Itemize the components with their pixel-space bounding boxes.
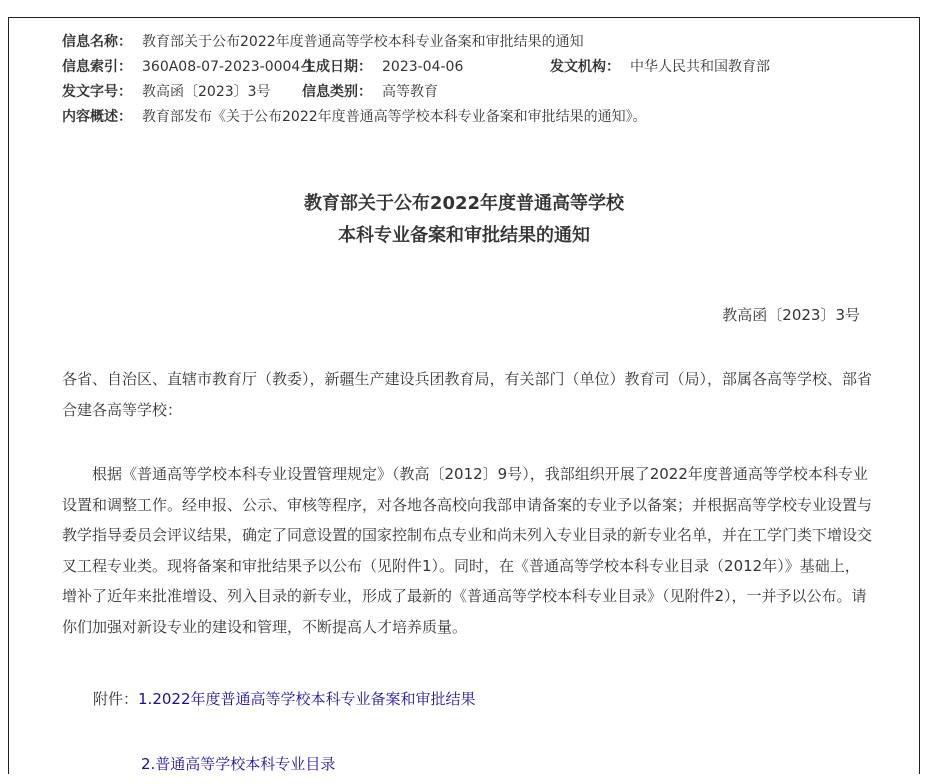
document-frame [8,17,920,774]
attachment-line-1 [93,684,476,714]
attachment-label: 附件： [93,690,139,708]
document-title [9,188,919,252]
docnum-value: 教高函〔2023〕3号 [142,84,271,100]
attachment-line-2 [141,749,335,774]
info-name-value: 教育部关于公布2022年度普通高等学校本科专业备案和审批结果的通知 [142,34,584,50]
org-label: 发文机构： [550,59,620,75]
addressee-paragraph: 各省、自治区、直辖市教育厅（教委），新疆生产建设兵团教育局，有关部门（单位）教育司（局），部属各高等学校、部省合建各高等学校： [62,370,873,419]
document-title-line-2: 本科专业备案和审批结果的通知 [338,225,590,246]
date-label: 生成日期： [302,59,372,75]
summary-value: 教育部发布《关于公布2022年度普通高等学校本科专业备案和审批结果的通知》。 [142,109,647,125]
attachment-1-link[interactable]: 1.2022年度普通高等学校本科专业备案和审批结果 [138,690,476,708]
date-value: 2023-04-06 [382,59,464,75]
body-paragraph: 根据《普通高等学校本科专业设置管理规定》（教高〔2012〕9号），我部组织开展了2022年度普通高等学校本科专业设置和调整工作。经申报、公示、审核等程序，对各地各高校向我部申请备案的专业予以备案；并根据高等学校专业设置与教学指导委员会评议结果，确定了同意设置的国家控制布点专业和尚未列入专业目录的新专业名单，并在工学门类下增设交叉工程专业类。现将备案和审批结果予以公布（见附件1）。同时，在《普通高等学校本科专业目录（2012年）》基础上，增补了近年来批准增设、列入目录的新专业，形成了最新的《普通高等学校本科专业目录》（见附件2），一并予以公布。请你们加强对新设专业的建设和管理，不断提高人才培养质量。 [62,465,873,636]
info-index-value: 360A08-07-2023-0004-1 [142,59,315,75]
category-value: 高等教育 [382,84,438,100]
attachment-2-link[interactable]: 2.普通高等学校本科专业目录 [141,755,336,773]
summary-label: 内容概述： [62,109,132,125]
org-value: 中华人民共和国教育部 [630,59,770,75]
document-title-line-1: 教育部关于公布2022年度普通高等学校 [303,193,625,214]
info-index-label: 信息索引： [62,59,132,75]
info-name-label: 信息名称： [62,34,132,50]
document-number: 教高函〔2023〕3号 [722,306,860,324]
docnum-label: 发文字号： [62,84,132,100]
category-label: 信息类别： [302,84,372,100]
